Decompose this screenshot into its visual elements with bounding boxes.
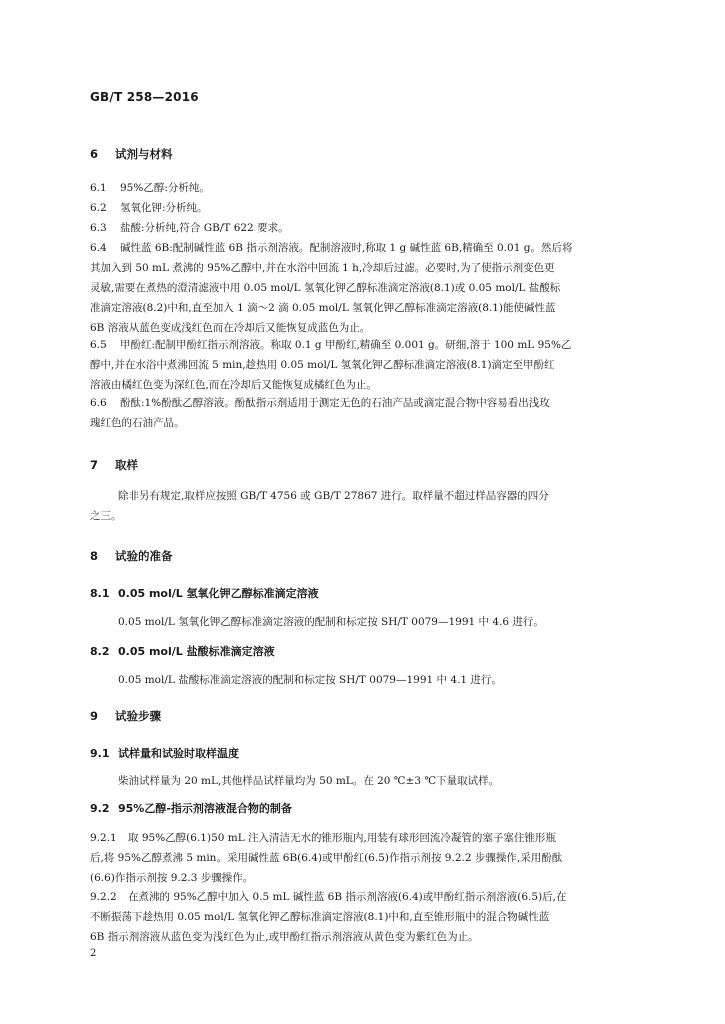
item-text-line: 其加入到 50 mL 煮沸的 95%乙醇中,并在水浴中回流 1 h,冷却后过滤。必要时,为了使指示剂变色更 [90, 262, 555, 274]
item-text-line: 醇中,并在水浴中煮沸回流 5 min,趁热用 0.05 mol/L 氢氧化钾乙醇标准滴定溶液(8.1)滴定至甲酚红 [90, 359, 555, 371]
item-text: 氢氧化钾:分析纯。 [120, 202, 208, 214]
item-6-6 [90, 393, 550, 433]
subsection-number: 8.2 [90, 645, 110, 658]
item-text-line: (6.6)作指示剂按 9.2.3 步骤操作。 [90, 872, 254, 884]
subsection-9-2-heading [90, 800, 292, 816]
item-number: 9.2.1 [90, 832, 117, 844]
item-number: 6.1 [90, 182, 107, 194]
subsection-number: 9.2 [90, 802, 110, 815]
item-number: 6.5 [90, 339, 107, 351]
item-text-line: 不断振荡下趁热用 0.05 mol/L 氢氧化钾乙醇标准滴定溶液(8.1)中和,直至锥形瓶中的混合物碱性蓝 [90, 911, 550, 923]
subsection-8-1-text: 0.05 mol/L 氢氧化钾乙醇标准滴定溶液的配制和标定按 SH/T 0079—1991 中 4.6 进行。 [118, 616, 544, 628]
item-number: 6.2 [90, 202, 107, 214]
item-number: 6.4 [90, 242, 107, 254]
paragraph-line: 之三。 [90, 510, 122, 522]
section-6-heading [90, 146, 173, 162]
standard-code-header: GB/T 258—2016 [90, 90, 199, 104]
section-title: 取样 [115, 458, 138, 472]
item-text-line: 后,将 95%乙醇煮沸 5 min。采用碱性蓝 6B(6.4)或甲酚红(6.5)作指示剂按 9.2.2 步骤操作,采用酚酞 [90, 852, 563, 864]
item-text-line: 灵敏,需要在煮热的澄清滤液中用 0.05 mol/L 氢氧化钾乙醇标准滴定溶液(8.1)或 0.05 mol/L 盐酸标 [90, 282, 561, 294]
item-text-line: 瑰红色的石油产品。 [90, 417, 185, 429]
subsection-title: 0.05 mol/L 盐酸标准滴定溶液 [118, 645, 275, 658]
item-text-line: 在煮沸的 95%乙醇中加入 0.5 mL 碱性蓝 6B 指示剂溶液(6.4)或甲酚红指示剂溶液(6.5)后,在 [128, 891, 567, 903]
section-9-heading [90, 708, 161, 724]
item-6-5 [90, 335, 571, 395]
section-title: 试剂与材料 [115, 147, 173, 161]
subsection-title: 0.05 mol/L 氢氧化钾乙醇标准滴定溶液 [118, 587, 319, 600]
subsection-number: 9.1 [90, 747, 110, 760]
item-9-2-2 [90, 887, 567, 947]
section-title: 试验的准备 [115, 549, 173, 563]
item-number: 9.2.2 [90, 891, 117, 903]
subsection-8-2-heading [90, 643, 275, 659]
subsection-title: 95%乙醇-指示剂溶液混合物的制备 [118, 802, 292, 815]
item-text-line: 准滴定溶液(8.2)中和,直至加入 1 滴～2 滴 0.05 mol/L 氢氧化钾乙醇标准滴定溶液(8.1)能使碱性蓝 [90, 302, 556, 314]
item-text: 95%乙醇:分析纯。 [120, 182, 210, 194]
subsection-number: 8.1 [90, 587, 110, 600]
item-number: 6.3 [90, 222, 107, 234]
subsection-9-1-heading [90, 745, 239, 761]
item-text-line: 6B 溶液从蓝色变成浅红色而在冷却后又能恢复成蓝色为止。 [90, 322, 371, 334]
section-number: 9 [90, 709, 99, 723]
paragraph-line: 除非另有规定,取样应按照 GB/T 4756 或 GB/T 27867 进行。取样量不超过样品容器的四分 [118, 490, 549, 502]
item-text-line: 取 95%乙醇(6.1)50 mL 注入清洁无水的锥形瓶内,用装有球形回流冷凝管的塞子塞住锥形瓶 [128, 832, 556, 844]
item-text: 盐酸:分析纯,符合 GB/T 622 要求。 [120, 222, 289, 234]
item-text-line: 碱性蓝 6B:配制碱性蓝 6B 指示剂溶液。配制溶液时,称取 1 g 碱性蓝 6B,精确至 0.01 g。然后将 [120, 242, 573, 254]
subsection-8-2-text: 0.05 mol/L 盐酸标准滴定溶液的配制和标定按 SH/T 0079—1991 中 4.1 进行。 [118, 674, 502, 686]
subsection-title: 试样量和试验时取样温度 [118, 747, 239, 760]
item-6-1 [90, 178, 210, 198]
item-text-line: 甲酚红:配制甲酚红指示剂溶液。称取 0.1 g 甲酚红,精确至 0.001 g。研细,溶于 100 mL 95%乙 [120, 339, 572, 351]
section-title: 试验步骤 [115, 709, 161, 723]
section-7-paragraph [90, 486, 549, 526]
subsection-9-1-text: 柴油试样量为 20 mL,其他样品试样量均为 50 mL。在 20 ℃±3 ℃下量取试样。 [118, 775, 500, 787]
item-text-line: 6B 指示剂溶液从蓝色变为浅红色为止,或甲酚红指示剂溶液从黄色变为紫红色为止。 [90, 931, 479, 943]
page-number: 2 [90, 948, 97, 959]
section-8-heading [90, 548, 173, 564]
section-number: 6 [90, 147, 99, 161]
section-number: 8 [90, 549, 99, 563]
section-7-heading [90, 457, 138, 473]
subsection-8-1-heading [90, 585, 319, 601]
item-6-3 [90, 218, 289, 238]
section-number: 7 [90, 458, 99, 472]
item-6-2 [90, 198, 208, 218]
item-9-2-1 [90, 828, 562, 888]
item-number: 6.6 [90, 397, 107, 409]
item-6-4 [90, 238, 572, 338]
item-text-line: 溶液由橘红色变为深红色,而在冷却后又能恢复成橘红色为止。 [90, 379, 377, 391]
item-text-line: 酚酞:1%酚酞乙醇溶液。酚酞指示剂适用于测定无色的石油产品或滴定混合物中容易看出浅玫 [120, 397, 550, 409]
